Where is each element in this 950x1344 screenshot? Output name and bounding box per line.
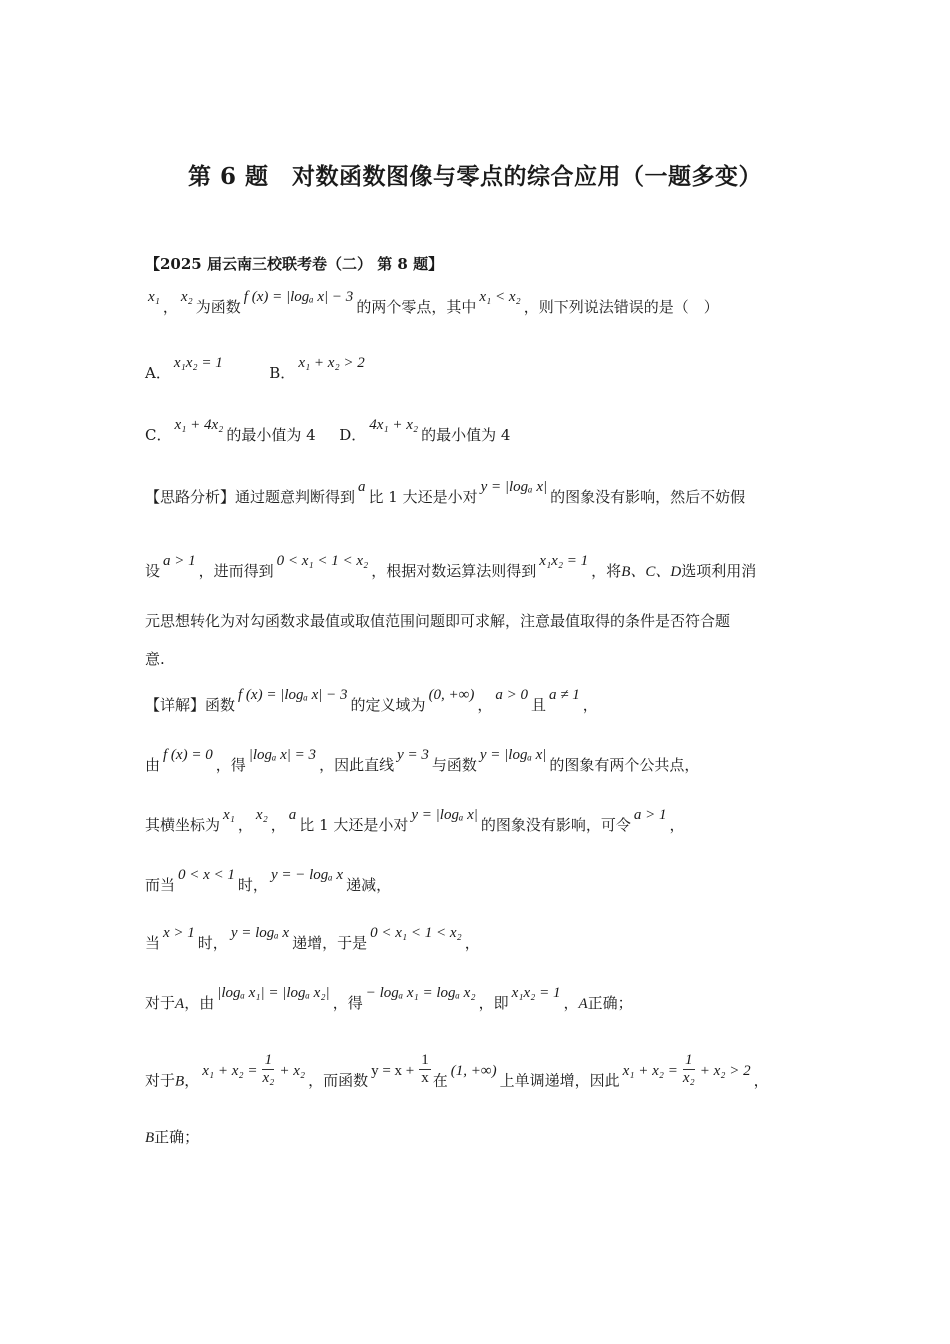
analysis-line-1: 【思路分析】通过题意判断得到a比 1 大还是小对y = |logₐ x|的图象没有影响，然后不妨假 [145, 479, 746, 506]
option-a-expr: x₁x₂ = 1 [173, 355, 223, 371]
analysis-line-3: 元思想转化为对勾函数求最值或取值范围问题即可求解，注意最值取得的条件是否符合题 [145, 612, 731, 630]
math-function: f (x) = |logₐ x| − 3 [243, 289, 354, 305]
option-c-expr: x₁ + 4x₂ [174, 417, 224, 433]
analysis-line-4: 意. [145, 650, 165, 668]
option-d-expr: 4x₁ + x₂ [369, 417, 419, 433]
detail-line-3: 其横坐标为x₁，x₂，a比 1 大还是小对y = |logₐ x|的图象没有影响，可令a > 1， [145, 807, 685, 834]
detail-line-4: 而当0 < x < 1时，y = − logₐ x递减， [145, 867, 392, 894]
fraction: $\frac{1}{\text{x₂}}$ [262, 1052, 275, 1086]
detail-line-1: 【详解】函数f (x) = |logₐ x| − 3的定义域为(0, +∞)，a > 0且a ≠ 1， [145, 687, 598, 714]
detail-line-2: 由f (x) = 0，得|logₐ x| = 3，因此直线y = 3与函数y = |logₐ x|的图象有两个公共点， [145, 747, 700, 774]
math-condition: x₁ < x₂ [479, 289, 521, 305]
fraction: $\frac{1}{\text{x₂}}$ [682, 1052, 695, 1086]
math-x1: x₁ [148, 289, 160, 305]
detail-line-6: 对于A，由|logₐ x₁| = |logₐ x₂|，得− logₐ x₁ = logₐ x₂，即x₁x₂ = 1，A正确； [145, 985, 633, 1012]
page-title: 第 6 题 对数函数图像与零点的综合应用（一题多变） [187, 163, 763, 190]
option-a-label: A． [145, 364, 171, 382]
options-row-cd: C．x₁ + 4x₂的最小值为 4 D．4x₁ + x₂的最小值为 4 [145, 417, 511, 444]
detail-line-7: 对于B，x₁ + x₂ = $\frac{1}{\text{x₂}}$ + x₂，而函数y = x + $\frac{1}{x}$ 在(1, +∞)上单调递增，因此x₁ + x₂ = $\frac{1}{\text{x₂}}$ + x₂ > 2， [145, 1052, 769, 1090]
analysis-line-2: 设a > 1，进而得到0 < x₁ < 1 < x₂，根据对数运算法则得到x₁x₂ = 1，将B、C、D选项利用消 [145, 553, 757, 580]
problem-statement: x₁，x₂为函数f (x) = |logₐ x| − 3的两个零点，其中x₁ < x₂，则下列说法错误的是（ ） [148, 289, 719, 316]
math-x2: x₂ [180, 289, 193, 305]
detail-line-8: B正确； [145, 1128, 200, 1146]
source-heading: 【2025 届云南三校联考卷（二） 第 8 题】 [145, 255, 444, 273]
option-b-label: B． [269, 364, 296, 382]
options-row-ab [145, 355, 810, 383]
fraction: $\frac{1}{x}$ [421, 1052, 429, 1086]
option-d-label: D． [339, 426, 367, 444]
detail-line-5: 当x > 1时，y = logₐ x递增，于是0 < x₁ < 1 < x₂， [145, 925, 480, 952]
option-c-label: C． [145, 426, 172, 444]
option-b-expr: x₁ + x₂ > 2 [298, 355, 365, 371]
